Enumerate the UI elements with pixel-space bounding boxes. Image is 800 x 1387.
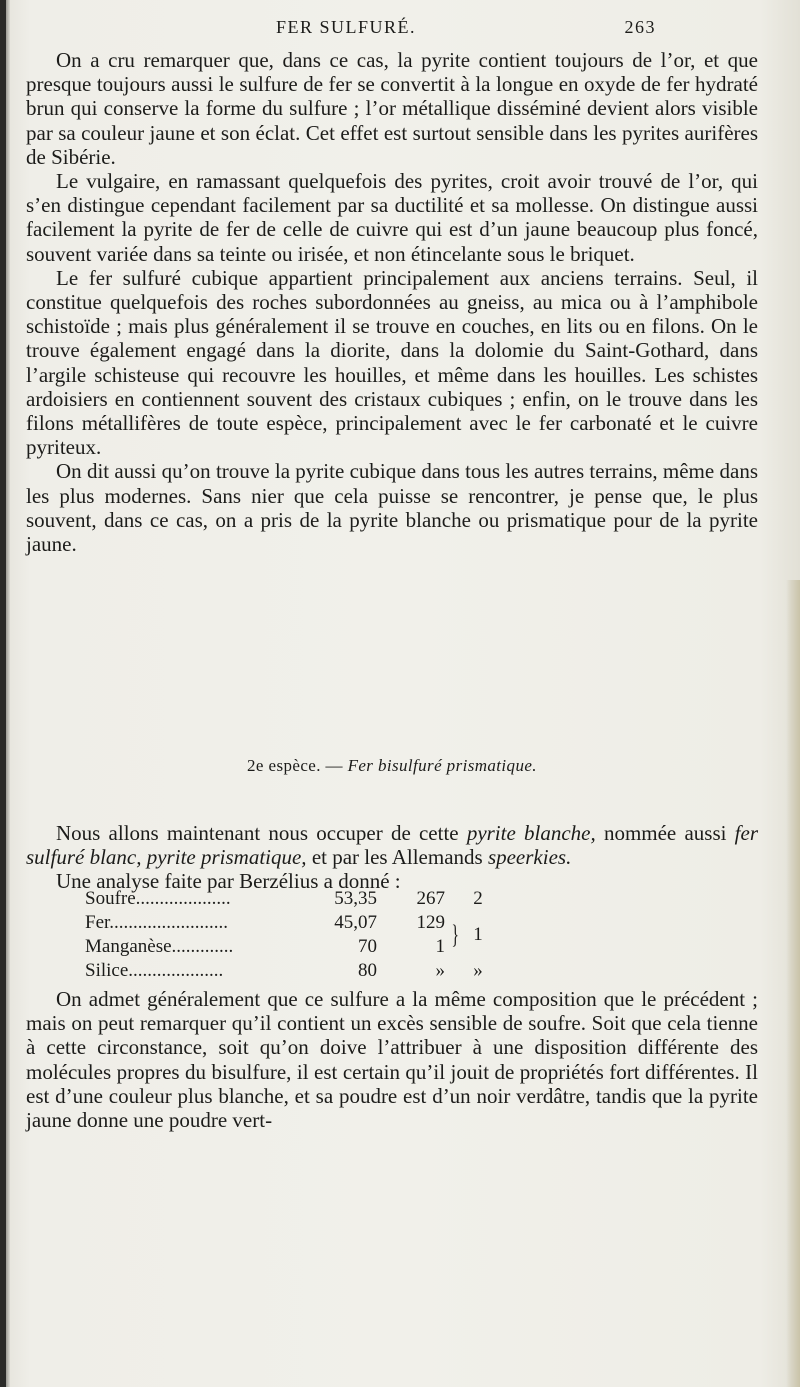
paragraph: Le fer sulfuré cubique appartient principalement aux anciens terrains. Seul, il constitue quelquefois des roches subordonnées au gneiss, au mica ou à l’amphibole schistoïde ; mais plus généralement il se trouve en couches, en lits ou en filons. On le trouve également engagé dans la diorite, dans la dolomie du Saint-Gothard, dans l’argile schisteuse qui recouvre les houilles, et même dans les houilles. Les schistes ardoisiers en contiennent souvent des cristaux cubiques ; enfin, on le trouve dans les filons métallifères de toute espèce, principalement avec le fer carbonaté et le cuivre pyriteux. — [26, 265, 758, 460]
page-edge-right — [786, 580, 800, 1387]
italic-term: fer sulfuré blanc, pyrite prismatique, — [26, 821, 758, 870]
body-text-mid — [26, 821, 758, 894]
analysis-table — [85, 887, 505, 983]
element-name: Fer......................... — [85, 912, 229, 933]
paragraph: On a cru remarquer que, dans ce cas, la pyrite contient toujours de l’or, et que presque toujours aussi le sulfure de fer se convertit à la longue en oxyde de fer hydraté brun qui conserve la forme du sulfure ; l’or métallique disséminé devient alors visible par sa couleur jaune et son éclat. Cet effet est surtout sensible dans les pyrites aurifères de Sibérie. — [26, 48, 758, 169]
table-row — [85, 959, 505, 983]
percent-value: 80 — [358, 960, 377, 981]
element-name: Manganèse............. — [85, 936, 234, 957]
text-run: et par les Allemands — [306, 845, 488, 870]
paragraph — [26, 821, 758, 869]
running-title: FER SULFURÉ. — [276, 17, 417, 37]
table-row — [85, 924, 505, 959]
section-title: Fer bisulfuré prismatique. — [347, 756, 537, 775]
atoms-value: 129 — [416, 912, 445, 933]
percent-value: 45,07 — [334, 912, 377, 933]
paragraph: On dit aussi qu’on trouve la pyrite cubique dans tous les autres terrains, même dans les plus modernes. Sans nier que cela puisse se rencontrer, je pense que, le plus souvent, dans ce cas, on a pris de la pyrite blanche ou prismatique pour de la pyrite jaune. — [26, 459, 758, 557]
atoms-value: 267 — [416, 888, 445, 909]
italic-term: pyrite blanche, — [466, 821, 596, 845]
ratio-value: 1 — [473, 924, 483, 945]
percent-value: 70 — [358, 936, 377, 957]
body-text-bottom — [26, 987, 758, 1132]
percent-value: 53,35 — [334, 888, 377, 909]
table-row — [85, 887, 505, 911]
atoms-value: 1 — [435, 936, 445, 957]
ratio-value: » — [473, 960, 483, 981]
paragraph: Le vulgaire, en ramassant quelquefois des pyrites, croit avoir trouvé de l’or, qui s’en distingue cependant facilement par sa ductilité et sa mollesse. On distingue aussi facilement la pyrite de fer de celle de cuivre qui est d’un jaune beaucoup plus foncé, souvent variée dans sa teinte ou irisée, et non étincelante sous le briquet. — [26, 169, 758, 266]
text-run: nommée aussi — [595, 821, 735, 845]
paragraph: On admet généralement que ce sulfure a la même composition que le précédent ; mais on peut remarquer qu’il contient un excès sensible de soufre. Soit que cela tienne à cette circonstance, soit qu’on doive l’attribuer à une disposition différente des molécules propres du bisulfure, il est certain qu’il jouit de propriétés fort différentes. Il est d’une couleur plus blanche, et sa poudre est d’un noir verdâtre, tandis que la pyrite jaune donne une poudre vert- — [26, 987, 758, 1133]
brace-glyph: } — [451, 920, 459, 949]
section-heading — [26, 756, 758, 776]
section-number: 2e espèce. — — [247, 756, 348, 775]
atoms-value: » — [435, 960, 445, 981]
page-number: 263 — [624, 17, 656, 37]
body-text-top — [26, 48, 758, 556]
binding-edge — [6, 0, 10, 1387]
ratio-value: 2 — [473, 888, 483, 909]
element-name: Soufre.................... — [85, 888, 231, 909]
element-name: Silice.................... — [85, 960, 224, 981]
text-run: Nous allons maintenant nous occuper de cette — [56, 821, 467, 845]
italic-term: speerkies. — [487, 845, 572, 870]
paragraph: Une analyse faite par Berzélius a donné : — [56, 869, 401, 894]
